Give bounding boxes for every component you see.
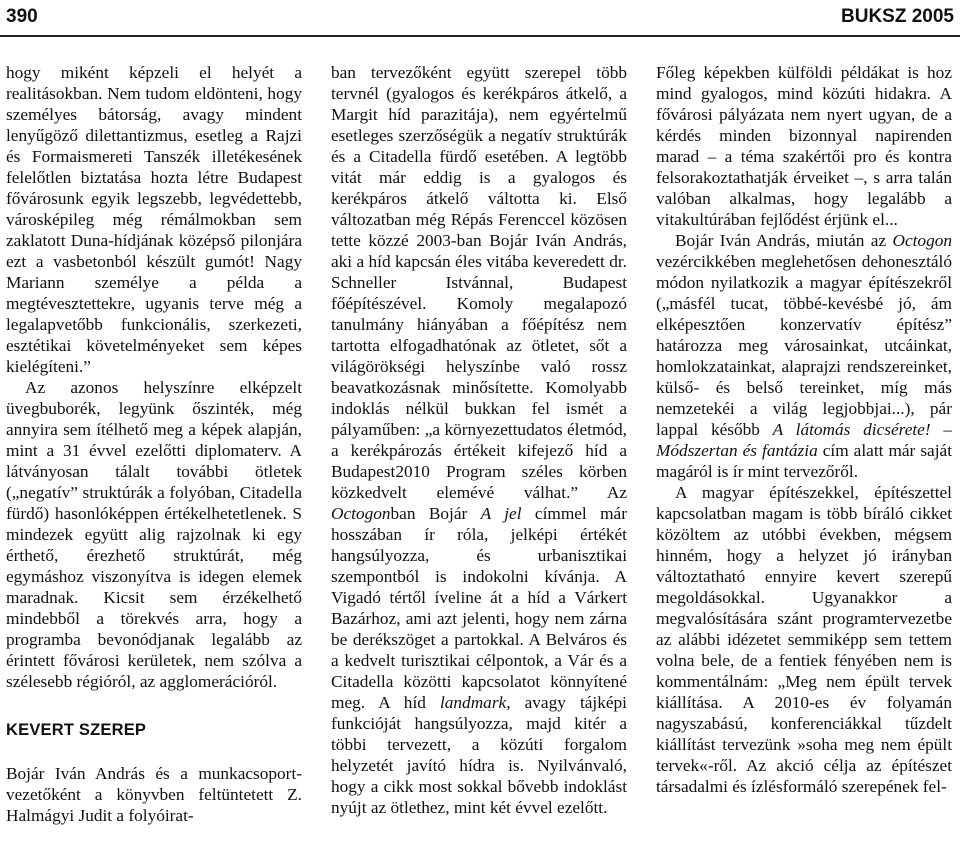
paragraph: Az azonos helyszínre elképzelt üvegbuborék, legyünk őszinték, még annyira sem ítélhető meg a képek alapján, mint a 31 évvel ezelőtti diplomaterv. A látványosan tálalt további ötletek („negatív” struktúrák a folyóban, Citadella fürdő) hasonlóképpen értékelhetetlenek. S mindezek együtt alig rajzolnak ki egy érthető, érezhető struktúrát, még egymáshoz viszonyítva is idegen elemek maradnak. Kicsit sem érzékelhető mindebből a törekvés arra, hogy a programba bevonódjanak legalább az érintett fővárosi kerületek, nem szólva a szélesebb régióról, az agglomerációról. [6, 378, 302, 691]
page-number: 390 [6, 6, 38, 27]
term-landmark: landmark [439, 693, 507, 712]
text-run: , avagy tájképi funkcióját hangsúlyozza, majd kitér a többi tervezett, a közúti forgalom helyzetét javító hídra is. Nyilvánvaló, hogy a cikk most sokkal bővebb indoklást nyújt az ötlethez, mint két évvel ezelőtt. [331, 693, 627, 817]
magazine-title: Octogon [331, 504, 391, 523]
column-3 [656, 62, 952, 858]
text-run: vezércikkében meglehetősen dehonesztáló módon nyilatkozik a magyar építészekről („másfél tucat, többé-kevésbé jó, ám elképesztően konzervatív építész” határozza meg városainkat, utcáinkat, homlokzatainkat, alaprajzi rendszereinket, külső- és belső tereinket, míg más nemzetekéi a világ legjobbjai...), pár lappal később [656, 252, 952, 439]
paragraph [656, 230, 952, 482]
paragraph: Bojár Iván András és a munkacsoport-vezetőként a könyvben feltüntetett Z. Halmágyi Judit a folyóirat- [6, 764, 302, 825]
column-2 [331, 62, 627, 858]
magazine-title: Octogon [892, 231, 952, 250]
journal-name: BUKSZ 2005 [841, 6, 954, 27]
text-run: ban tervezőként együtt szerepel több tervnél (gyalogos és kerékpáros átkelő, a Margit híd parazitája), nem egyértelmű esetleges szerzőségük a negatív struktúrák és a Citadella fürdő esetében. A legtöbb vitát már eddig is a gyalogos és kerékpáros átkelő váltotta ki. Első változatban még Répás Ferenccel közösen tette közzé 2003-ban Bojár Iván András, aki a híd kapcsán éles vitába keveredett dr. Schneller Istvánnal, Budapest főépítészével. Komoly megalapozó tanulmány hiányában a főépítész nem tartotta elfogadhatónak az ötletet, sőt a világörökségi helyszínbe való rossz beavatkozásnak minősítette. Komolyabb indoklás nélkül bukkan fel ismét a pályaműben: „a környezettudatos életmód, a kerékpározás értékeit kifejező híd a Budapest2010 Program széles körben közkedvelt elemévé válhat.” Az [331, 63, 627, 502]
text-run: Bojár Iván András, miután az [675, 231, 893, 250]
page-header [0, 0, 960, 34]
paragraph: Főleg képekben külföldi példákat is hoz mind gyalogos, mind közúti hidakra. A fővárosi pályázata nem nyert ugyan, de a kérdés minden bizonnyal napirenden marad – a téma szakértői pro és kontra felsorakoztathatják érveiket –, s arra talán valóban alkalmas, hogy legalább a vitakultúrában fejlődést érjünk el... [656, 63, 952, 229]
paragraph: A magyar építészekkel, építészettel kapcsolatban magam is több bíráló cikket közöltem az utóbbi években, mégsem hinném, hogy a helyzet jó irányban változtatható ennyire kevert szerepű megoldásokkal. Ugyanakkor a megvalósítására szánt programtervezetbe az alábbi idézetet semmiképp sem tettem volna bele, de a fentiek fényében nem is kommentálnám: „Meg nem épült tervek kiállítása. A 2010-es év folyamán nagyszabású, konferenciákkal tűzdelt kiállítást tervezünk »soha meg nem épült tervek«-ről. Az akció célja az építészet társadalmi és ízlésformáló szerepének fel- [656, 483, 952, 796]
text-run: ban Bojár [390, 504, 481, 523]
column-1 [6, 62, 302, 858]
header-rule [0, 35, 960, 37]
article-title: A jel [480, 504, 522, 523]
chapter-title: A látomás dicsérete! – Módszertan és fantázia [656, 420, 952, 460]
paragraph: hogy miként képzeli el helyét a realitásokban. Nem tudom eldönteni, hogy személyes bátorság, avagy mindent lenyűgöző dilettantizmus, esetleg a Rajzi és Formaismereti Tanszék illetékesének felelőtlen biztatása hozta létre Budapest fővárosunk egyik legszebb, legvédettebb, városképileg még rémálmokban sem zaklatott Duna-hídjának középső pilonjára ezt a vasbetonból készült gumót! Nagy Mariann személye a példa a megtévesztettekre, ugyanis terve még a legalapvetőbb funkcionális, szerkezeti, esztétikai követelményeket sem képes kielégíteni.” [6, 63, 302, 376]
text-run: címmel már hosszában ír róla, jelképi értékét hangsúlyozza, és urbanisztikai szempontból is indokolni kívánja. A Vigadó tértől íveline át a híd a Várkert Bazárhoz, ami azt jelenti, hogy nem zárna be derékszöget a partokkal. A Belváros és a kedvelt turisztikai célpontok, a Vár és a Citadella közötti kapcsolatot könnyítené meg. A híd [331, 504, 627, 712]
section-heading: KEVERT SZEREP [6, 721, 147, 739]
text-run: cím alatt már saját magáról is ír mint tervezőről. [656, 441, 952, 481]
paragraph [331, 62, 627, 818]
